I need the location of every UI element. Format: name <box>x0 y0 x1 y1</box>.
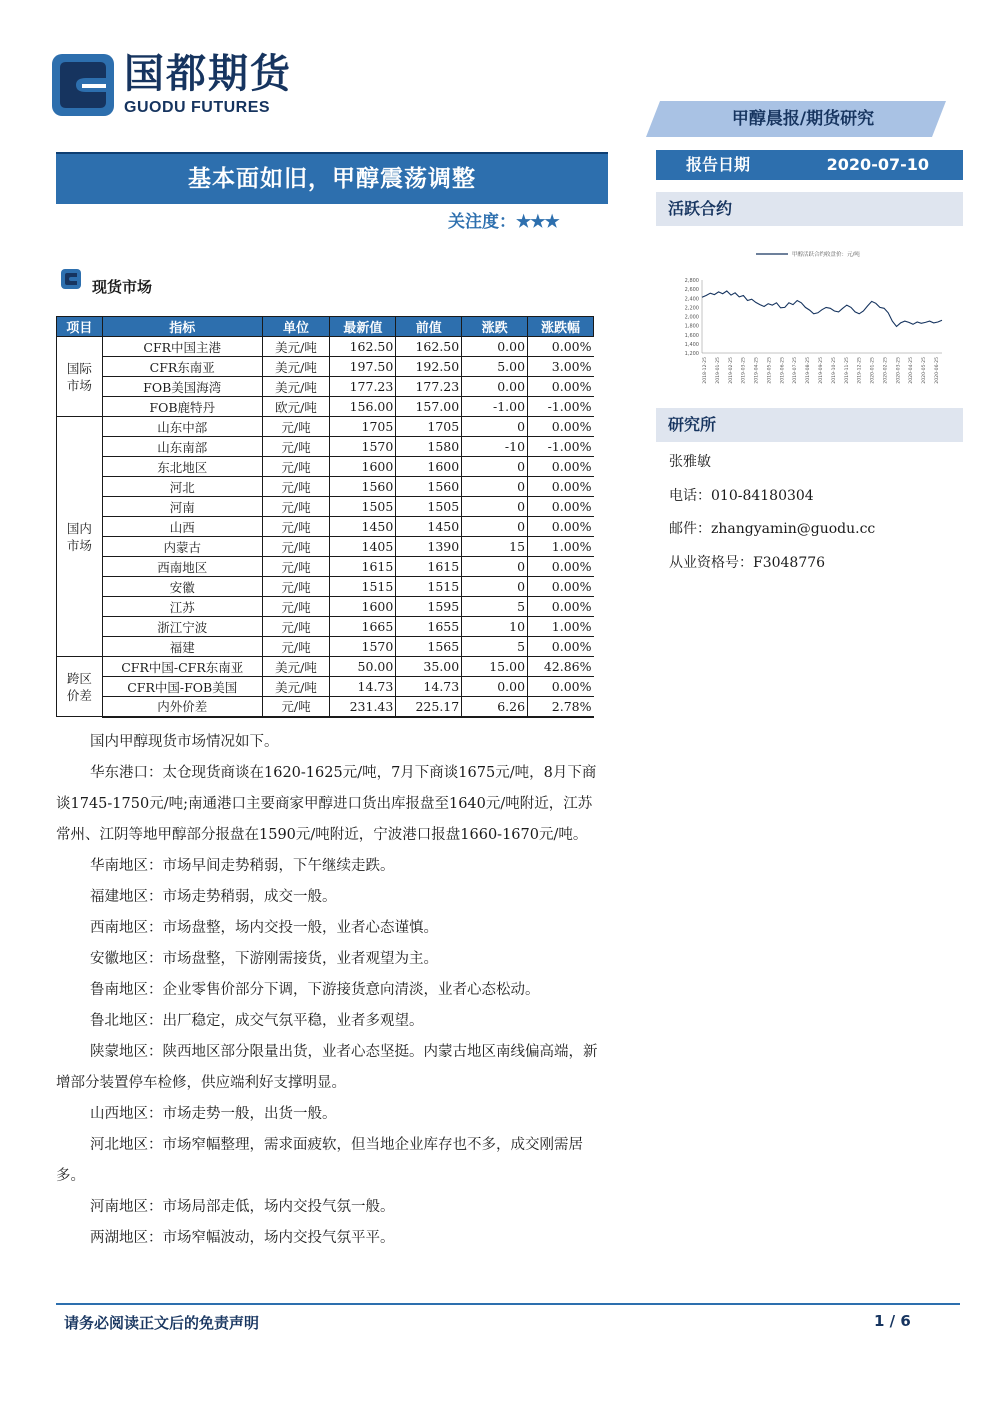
y-tick-label: 1,600 <box>684 332 699 339</box>
commentary-paragraph: 安徽地区：市场盘整，下游刚需接货，业者观望为主。 <box>90 951 438 967</box>
indicator-cell: FOB鹿特丹 <box>102 397 262 417</box>
x-tick-label: 2018-12-25 <box>703 357 708 384</box>
table-row <box>57 557 594 577</box>
y-tick-label: 2,600 <box>684 287 699 294</box>
latest-value-cell: 1570 <box>330 437 396 457</box>
latest-value-cell: 1705 <box>330 417 396 437</box>
x-tick-label: 2019-02-25 <box>728 357 734 384</box>
latest-value-cell: 162.50 <box>330 337 396 357</box>
change-cell: 5 <box>462 637 528 657</box>
analyst-license: 从业资格号：F3048776 <box>669 555 826 571</box>
change-pct-cell: 0.00% <box>528 417 594 437</box>
previous-value-cell: 192.50 <box>396 357 462 377</box>
col-header: 单位 <box>262 317 330 337</box>
report-date: 2020-07-10 <box>826 155 929 174</box>
table-row <box>57 657 594 677</box>
col-header: 项目 <box>57 317 103 337</box>
x-tick-label: 2020-04-25 <box>909 357 915 384</box>
previous-value-cell: 1705 <box>396 417 462 437</box>
x-tick-label: 2020-01-25 <box>870 357 876 384</box>
spot-market-heading: 现货市场 <box>92 278 153 296</box>
report-title: 基本面如旧，甲醇震荡调整 <box>188 165 476 192</box>
y-tick-label: 2,000 <box>684 314 699 321</box>
change-pct-cell: 1.00% <box>528 537 594 557</box>
change-cell: 0 <box>462 477 528 497</box>
unit-cell: 元/吨 <box>262 617 330 637</box>
change-pct-cell: 0.00% <box>528 557 594 577</box>
x-tick-label: 2019-06-25 <box>780 357 786 384</box>
x-tick-label: 2020-06-25 <box>935 357 940 384</box>
x-tick-label: 2019-04-25 <box>754 357 760 384</box>
x-tick-label: 2019-07-25 <box>793 357 799 384</box>
latest-value-cell: 156.00 <box>330 397 396 417</box>
latest-value-cell: 1615 <box>330 557 396 577</box>
x-tick-label: 2019-08-25 <box>806 357 812 384</box>
indicator-cell: 福建 <box>102 637 262 657</box>
latest-value-cell: 1560 <box>330 477 396 497</box>
indicator-cell: 浙江宁波 <box>102 617 262 637</box>
change-pct-cell: 0.00% <box>528 517 594 537</box>
previous-value-cell: 14.73 <box>396 677 462 697</box>
indicator-cell: FOB美国海湾 <box>102 377 262 397</box>
latest-value-cell: 231.43 <box>330 697 396 717</box>
focus-label: 关注度： <box>448 212 516 232</box>
research-heading: 研究所 <box>668 415 717 434</box>
unit-cell: 元/吨 <box>262 697 330 717</box>
commentary-paragraph: 山西地区：市场走势一般，出货一般。 <box>90 1106 337 1122</box>
commentary-paragraph: 鲁南地区：企业零售价部分下调，下游接货意向清淡，业者心态松动。 <box>90 982 540 998</box>
x-tick-label: 2019-03-25 <box>741 357 747 384</box>
change-cell: 0 <box>462 497 528 517</box>
indicator-cell: 江苏 <box>102 597 262 617</box>
y-tick-label: 2,400 <box>684 296 699 303</box>
previous-value-cell: 225.17 <box>396 697 462 717</box>
previous-value-cell: 35.00 <box>396 657 462 677</box>
disclaimer-note[interactable]: 请务必阅读正文后的免责声明 <box>64 1314 260 1332</box>
unit-cell: 欧元/吨 <box>262 397 330 417</box>
previous-value-cell: 1390 <box>396 537 462 557</box>
unit-cell: 美元/吨 <box>262 337 330 357</box>
change-cell: 0 <box>462 557 528 577</box>
logo-chinese: 国都期货 <box>124 51 292 97</box>
change-pct-cell: 3.00% <box>528 357 594 377</box>
indicator-cell: 内外价差 <box>102 697 262 717</box>
row-group-label: 跨区价差 <box>57 657 103 717</box>
focus-rating <box>448 207 559 232</box>
previous-value-cell: 1600 <box>396 457 462 477</box>
table-header-row <box>57 317 594 337</box>
indicator-cell: 河南 <box>102 497 262 517</box>
unit-cell: 元/吨 <box>262 477 330 497</box>
x-tick-label: 2020-03-25 <box>896 357 902 384</box>
indicator-cell: 山东中部 <box>102 417 262 437</box>
change-cell: 6.26 <box>462 697 528 717</box>
analyst-phone: 电话：010-84180304 <box>669 488 814 504</box>
latest-value-cell: 50.00 <box>330 657 396 677</box>
latest-value-cell: 1600 <box>330 457 396 477</box>
previous-value-cell: 162.50 <box>396 337 462 357</box>
unit-cell: 元/吨 <box>262 577 330 597</box>
latest-value-cell: 1515 <box>330 577 396 597</box>
previous-value-cell: 1560 <box>396 477 462 497</box>
change-cell: 0.00 <box>462 677 528 697</box>
active-contract-chart <box>660 240 960 398</box>
change-pct-cell: 0.00% <box>528 337 594 357</box>
previous-value-cell: 1450 <box>396 517 462 537</box>
unit-cell: 元/吨 <box>262 437 330 457</box>
latest-value-cell: 1505 <box>330 497 396 517</box>
previous-value-cell: 1505 <box>396 497 462 517</box>
unit-cell: 元/吨 <box>262 517 330 537</box>
y-tick-label: 2,200 <box>684 305 699 312</box>
change-cell: -10 <box>462 437 528 457</box>
commentary-paragraph: 华南地区：市场早间走势稍弱，下午继续走跌。 <box>90 858 395 874</box>
indicator-cell: CFR中国-CFR东南亚 <box>102 657 262 677</box>
change-pct-cell: -1.00% <box>528 437 594 457</box>
latest-value-cell: 197.50 <box>330 357 396 377</box>
change-cell: 5.00 <box>462 357 528 377</box>
table-row <box>57 377 594 397</box>
previous-value-cell: 1515 <box>396 577 462 597</box>
indicator-cell: 安徽 <box>102 577 262 597</box>
change-pct-cell: -1.00% <box>528 397 594 417</box>
footer-divider <box>56 1303 960 1305</box>
commentary-paragraph: 福建地区：市场走势稍弱，成交一般。 <box>90 889 337 905</box>
change-pct-cell: 0.00% <box>528 677 594 697</box>
unit-cell: 元/吨 <box>262 557 330 577</box>
table-row <box>57 537 594 557</box>
report-date-bar <box>656 150 963 180</box>
x-tick-label: 2019-11-25 <box>844 357 850 384</box>
change-cell: 0 <box>462 517 528 537</box>
table-row <box>57 577 594 597</box>
change-cell: 0 <box>462 577 528 597</box>
unit-cell: 元/吨 <box>262 417 330 437</box>
change-pct-cell: 42.86% <box>528 657 594 677</box>
col-header: 涨跌幅 <box>528 317 594 337</box>
table-body <box>57 337 594 717</box>
change-cell: 0 <box>462 417 528 437</box>
col-header: 指标 <box>102 317 262 337</box>
spot-price-table <box>56 316 594 718</box>
unit-cell: 美元/吨 <box>262 657 330 677</box>
previous-value-cell: 1565 <box>396 637 462 657</box>
table-row <box>57 397 594 417</box>
commentary-paragraph: 华东港口：太仓现货商谈在1620-1625元/吨，7月下商谈1675元/吨，8月下商谈1745-1750元/吨;南通港口主要商家甲醇进口货出库报盘至1640元/吨附近，江苏常州、江阴等地甲醇部分报盘在1590元/吨附近，宁波港口报盘1660-1670元/吨。 <box>56 765 597 843</box>
y-tick-label: 1,800 <box>684 323 699 330</box>
change-pct-cell: 0.00% <box>528 477 594 497</box>
unit-cell: 美元/吨 <box>262 677 330 697</box>
section-bullet-icon <box>61 269 81 289</box>
change-pct-cell: 0.00% <box>528 577 594 597</box>
x-tick-label: 2019-05-25 <box>767 357 773 384</box>
analyst-name: 张雅敏 <box>669 454 711 470</box>
indicator-cell: 西南地区 <box>102 557 262 577</box>
indicator-cell: 山西 <box>102 517 262 537</box>
table-row <box>57 477 594 497</box>
commentary-paragraph: 河北地区：市场窄幅整理，需求面疲软，但当地企业库存也不多，成交刚需居多。 <box>56 1137 583 1184</box>
table-row <box>57 637 594 657</box>
change-pct-cell: 0.00% <box>528 597 594 617</box>
latest-value-cell: 1450 <box>330 517 396 537</box>
star-rating-icon: ★★★ <box>516 212 559 232</box>
change-cell: 0.00 <box>462 337 528 357</box>
previous-value-cell: 1595 <box>396 597 462 617</box>
unit-cell: 元/吨 <box>262 497 330 517</box>
change-pct-cell: 0.00% <box>528 497 594 517</box>
change-cell: 0 <box>462 457 528 477</box>
x-tick-label: 2019-10-25 <box>831 357 837 384</box>
indicator-cell: CFR东南亚 <box>102 357 262 377</box>
change-cell: 0.00 <box>462 377 528 397</box>
latest-value-cell: 177.23 <box>330 377 396 397</box>
market-commentary <box>56 727 604 1254</box>
research-heading-bar <box>656 408 963 442</box>
company-logo <box>52 52 292 124</box>
table-row <box>57 517 594 537</box>
change-cell: 10 <box>462 617 528 637</box>
series-line <box>702 291 942 327</box>
banner-text: 甲醇晨报/期货研究 <box>731 109 875 129</box>
table-row <box>57 597 594 617</box>
row-group-label: 国内市场 <box>57 417 103 657</box>
table-row <box>57 337 594 357</box>
indicator-cell: 东北地区 <box>102 457 262 477</box>
y-tick-label: 1,200 <box>684 351 699 357</box>
change-cell: -1.00 <box>462 397 528 417</box>
table-row <box>57 437 594 457</box>
row-group-label: 国际市场 <box>57 337 103 417</box>
indicator-cell: CFR中国主港 <box>102 337 262 357</box>
unit-cell: 美元/吨 <box>262 357 330 377</box>
previous-value-cell: 1615 <box>396 557 462 577</box>
unit-cell: 元/吨 <box>262 637 330 657</box>
page-number: 1 / 6 <box>874 1312 911 1330</box>
x-tick-label: 2019-12-25 <box>857 357 863 384</box>
indicator-cell: 内蒙古 <box>102 537 262 557</box>
logo-english: GUODU FUTURES <box>124 99 271 116</box>
table-row <box>57 617 594 637</box>
table-row <box>57 697 594 717</box>
report-type-banner <box>646 101 946 137</box>
change-cell: 15 <box>462 537 528 557</box>
commentary-paragraph: 河南地区：市场局部走低，场内交投气氛一般。 <box>90 1199 395 1215</box>
logo-mark-icon <box>52 54 114 116</box>
change-pct-cell: 2.78% <box>528 697 594 717</box>
change-cell: 5 <box>462 597 528 617</box>
commentary-paragraph: 鲁北地区：出厂稳定，成交气氛平稳，业者多观望。 <box>90 1013 424 1029</box>
change-pct-cell: 0.00% <box>528 457 594 477</box>
latest-value-cell: 1665 <box>330 617 396 637</box>
commentary-paragraph: 两湖地区：市场窄幅波动，场内交投气氛平平。 <box>90 1230 395 1246</box>
change-pct-cell: 0.00% <box>528 637 594 657</box>
table-row <box>57 677 594 697</box>
indicator-cell: 河北 <box>102 477 262 497</box>
change-pct-cell: 1.00% <box>528 617 594 637</box>
commentary-paragraph: 国内甲醇现货市场情况如下。 <box>90 734 279 750</box>
unit-cell: 美元/吨 <box>262 377 330 397</box>
x-tick-label: 2019-09-25 <box>819 357 824 384</box>
y-tick-label: 1,400 <box>684 341 699 348</box>
x-tick-label: 2020-02-25 <box>883 357 889 384</box>
previous-value-cell: 1655 <box>396 617 462 637</box>
indicator-cell: 山东南部 <box>102 437 262 457</box>
previous-value-cell: 1580 <box>396 437 462 457</box>
latest-value-cell: 1570 <box>330 637 396 657</box>
analyst-email[interactable]: 邮件：zhangyamin@guodu.cc <box>669 521 876 537</box>
active-contract-heading: 活跃合约 <box>668 199 733 218</box>
col-header: 前值 <box>396 317 462 337</box>
table-row <box>57 457 594 477</box>
report-date-label: 报告日期 <box>686 155 751 174</box>
active-contract-heading-bar <box>656 192 963 226</box>
col-header: 涨跌 <box>462 317 528 337</box>
change-pct-cell: 0.00% <box>528 377 594 397</box>
previous-value-cell: 177.23 <box>396 377 462 397</box>
unit-cell: 元/吨 <box>262 537 330 557</box>
latest-value-cell: 1600 <box>330 597 396 617</box>
indicator-cell: CFR中国-FOB美国 <box>102 677 262 697</box>
y-tick-label: 2,800 <box>684 278 699 284</box>
change-cell: 15.00 <box>462 657 528 677</box>
unit-cell: 元/吨 <box>262 457 330 477</box>
x-tick-label: 2019-01-25 <box>715 357 721 384</box>
x-tick-label: 2020-05-25 <box>922 357 928 384</box>
commentary-paragraph: 陕蒙地区：陕西地区部分限量出货，业者心态坚挺。内蒙古地区南线偏高端，新增部分装置停车检修，供应端利好支撑明显。 <box>56 1044 598 1091</box>
latest-value-cell: 14.73 <box>330 677 396 697</box>
report-title-bar <box>56 152 608 204</box>
commentary-paragraph: 西南地区：市场盘整，场内交投一般，业者心态谨慎。 <box>90 920 438 936</box>
previous-value-cell: 157.00 <box>396 397 462 417</box>
unit-cell: 元/吨 <box>262 597 330 617</box>
table-row <box>57 417 594 437</box>
table-row <box>57 357 594 377</box>
table-row <box>57 497 594 517</box>
col-header: 最新值 <box>330 317 396 337</box>
latest-value-cell: 1405 <box>330 537 396 557</box>
legend-label: 甲醇活跃合约收盘价：元/吨 <box>792 252 860 258</box>
